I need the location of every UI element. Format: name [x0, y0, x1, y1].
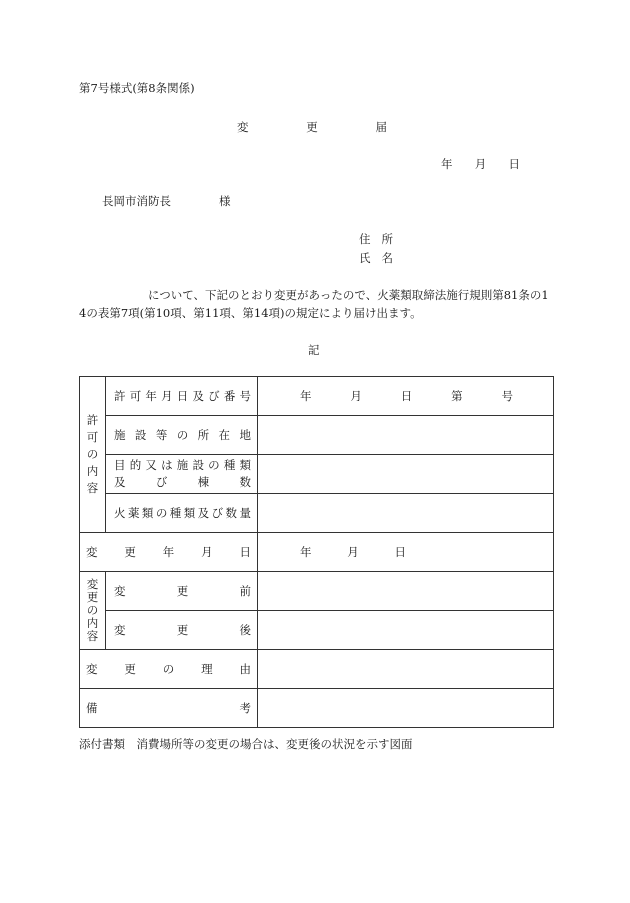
form-table	[79, 376, 554, 728]
purpose-value-cell[interactable]	[258, 455, 554, 494]
change-group-char: 内	[86, 616, 99, 630]
title-char: 届	[375, 120, 387, 134]
permit-date-value	[258, 388, 553, 404]
label-char: 可	[129, 389, 142, 403]
label-char: 在	[218, 428, 231, 442]
change-date-label-cell	[80, 533, 258, 572]
form-number: 第7号様式(第8条関係)	[79, 81, 195, 95]
table-row	[80, 650, 554, 689]
remarks-label	[80, 700, 257, 716]
form-title	[237, 119, 387, 135]
label-char: 及	[114, 475, 126, 489]
label-char: 番	[223, 389, 236, 403]
label-char: の	[155, 506, 168, 520]
label-char: 類	[183, 506, 196, 520]
explosive-kind-value-cell[interactable]	[258, 494, 554, 533]
label-char: 量	[239, 506, 251, 520]
table-row	[80, 689, 554, 728]
change-date-value-cell[interactable]	[258, 533, 554, 572]
before-label-cell	[106, 572, 258, 611]
facility-location-label-cell	[106, 416, 258, 455]
ki-heading: 記	[308, 343, 320, 357]
purpose-label-line-2	[106, 474, 257, 491]
label-char: 数	[239, 475, 251, 489]
before-label	[106, 583, 257, 599]
label-char: 又	[145, 458, 157, 472]
purpose-label-line-1	[106, 457, 257, 474]
label-char: 棟	[197, 475, 210, 489]
label-char: 施	[114, 428, 126, 442]
address-label-char: 所	[381, 232, 393, 246]
label-char: 薬	[127, 506, 140, 520]
label-char: 変	[86, 662, 98, 676]
label-char: 設	[134, 428, 147, 442]
reason-label	[80, 661, 257, 677]
change-group-char: 容	[86, 629, 99, 643]
table-row	[80, 533, 554, 572]
label-char: 備	[86, 701, 98, 715]
label-char: 設	[192, 458, 204, 472]
label-char: 数	[225, 506, 237, 520]
purpose-label-cell	[106, 455, 258, 494]
label-char: 月	[161, 389, 173, 403]
label-char: 変	[114, 584, 126, 598]
value-char: 年	[300, 545, 312, 559]
attachment-note: 添付書類 消費場所等の変更の場合は、変更後の状況を示す図面	[79, 737, 413, 751]
label-char: び	[155, 475, 168, 489]
label-char: 変	[114, 623, 126, 637]
after-label-cell	[106, 611, 258, 650]
name-label	[359, 250, 393, 266]
change-date-value	[258, 544, 446, 560]
label-char: 類	[141, 506, 154, 520]
change-date-label	[80, 544, 257, 560]
name-label-char: 名	[381, 251, 393, 265]
value-char: 月	[347, 545, 359, 559]
label-char: 由	[239, 662, 251, 676]
permit-group-char: 容	[86, 481, 99, 495]
explosive-kind-label-cell	[106, 494, 258, 533]
permit-group-char: の	[86, 447, 99, 461]
address-label-char: 住	[359, 232, 371, 246]
label-char: 目	[114, 458, 126, 472]
label-char: 日	[176, 389, 189, 403]
label-char: 日	[239, 545, 251, 559]
month-label: 月	[474, 157, 487, 171]
label-char: 年	[162, 545, 175, 559]
label-char: 種	[223, 458, 236, 472]
value-char: 日	[400, 389, 413, 403]
table-row	[80, 455, 554, 494]
label-char: 更	[124, 545, 136, 559]
before-value-cell[interactable]	[258, 572, 554, 611]
permit-date-label	[106, 388, 257, 404]
change-group-char: 更	[86, 590, 99, 604]
addressee-name: 長岡市消防長	[102, 194, 171, 208]
label-char: 後	[239, 623, 251, 637]
after-label	[106, 622, 257, 638]
remarks-value-cell[interactable]	[258, 689, 554, 728]
label-char: 年	[145, 389, 157, 403]
label-char: 地	[239, 428, 251, 442]
value-char: 号	[501, 389, 513, 403]
table-row	[80, 377, 554, 416]
label-char: 更	[176, 584, 189, 598]
reason-value-cell[interactable]	[258, 650, 554, 689]
label-char: 類	[239, 458, 251, 472]
after-value-cell[interactable]	[258, 611, 554, 650]
remarks-label-cell	[80, 689, 258, 728]
label-char: 考	[239, 701, 251, 715]
reason-label-cell	[80, 650, 258, 689]
label-char: の	[162, 662, 175, 676]
permit-group-char: 内	[86, 464, 99, 478]
change-group-char: の	[86, 603, 99, 617]
label-char: び	[208, 389, 220, 403]
body-line-2: 4の表第7項(第10項、第11項、第14項)の規定により届け出ます。	[79, 306, 422, 320]
permit-group-char: 可	[86, 430, 99, 444]
label-char: 更	[124, 662, 136, 676]
change-group-cell	[80, 572, 106, 650]
body-line-1: について、下記のとおり変更があったので、火薬類取締法施行規則第81条の1	[148, 288, 549, 302]
name-label-char: 氏	[359, 251, 371, 265]
value-char: 第	[451, 389, 463, 403]
label-char: 火	[114, 506, 126, 520]
label-char: の	[176, 428, 189, 442]
label-char: は	[161, 458, 173, 472]
permit-group-cell	[80, 377, 106, 533]
day-label: 日	[508, 157, 520, 171]
label-char: 及	[192, 389, 204, 403]
address-label	[359, 231, 393, 247]
label-char: 理	[201, 662, 213, 676]
facility-location-value-cell[interactable]	[258, 416, 554, 455]
value-char: 年	[300, 389, 312, 403]
label-char: 及	[197, 506, 210, 520]
label-char: 許	[114, 389, 126, 403]
explosive-kind-label	[106, 505, 257, 521]
label-char: 前	[239, 584, 251, 598]
table-row	[80, 611, 554, 650]
title-char: 更	[306, 120, 318, 134]
label-char: 変	[86, 545, 98, 559]
label-char: 所	[197, 428, 210, 442]
addressee-honorific: 様	[219, 194, 231, 208]
value-char: 日	[394, 545, 406, 559]
label-char: 施	[176, 458, 189, 472]
permit-date-label-cell	[106, 377, 258, 416]
label-char: び	[211, 506, 224, 520]
facility-location-label	[106, 427, 257, 443]
table-row	[80, 416, 554, 455]
label-char: 種	[169, 506, 182, 520]
date-line	[441, 156, 520, 172]
permit-group-char: 許	[86, 413, 99, 427]
label-char: 的	[129, 458, 142, 472]
permit-date-value-cell[interactable]	[258, 377, 554, 416]
value-char: 月	[350, 389, 362, 403]
change-group-char: 変	[86, 577, 99, 591]
year-label: 年	[441, 157, 453, 171]
label-char: 号	[239, 389, 251, 403]
table-row	[80, 572, 554, 611]
label-char: 更	[176, 623, 189, 637]
title-char: 変	[237, 120, 249, 134]
label-char: の	[208, 458, 220, 472]
label-char: 等	[155, 428, 168, 442]
table-row	[80, 494, 554, 533]
label-char: 月	[201, 545, 213, 559]
